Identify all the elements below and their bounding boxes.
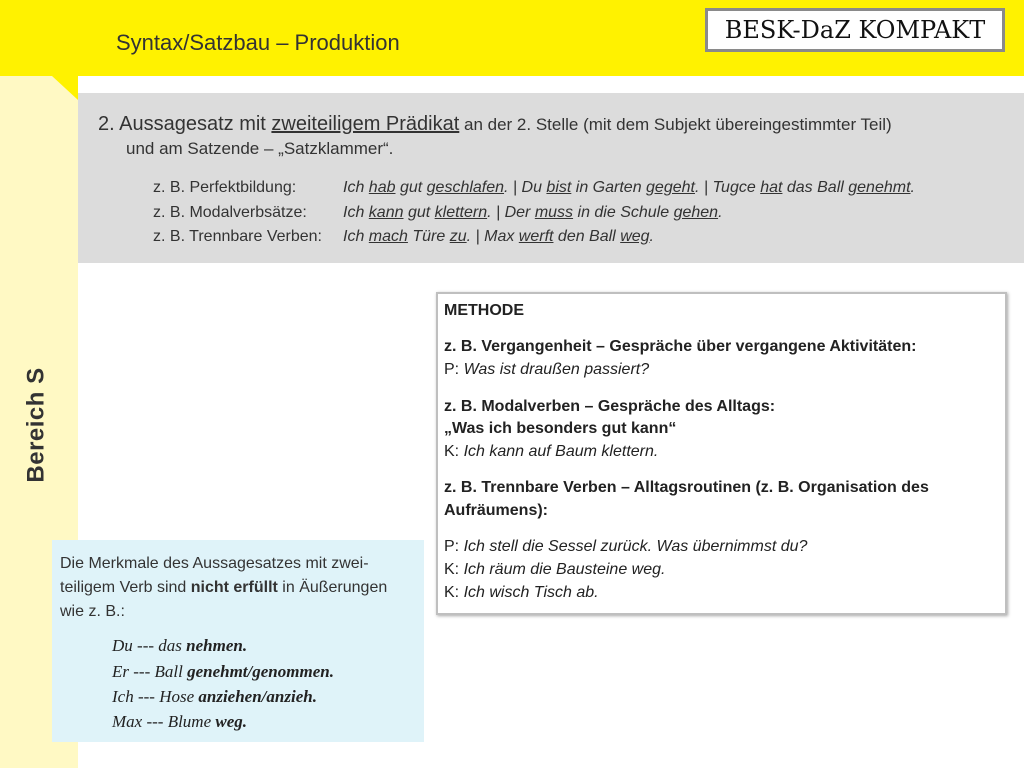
method-dialog-line: P: Was ist draußen passiert? (444, 361, 650, 378)
note-line: Die Merkmale des Aussagesatzes mit zwei- (60, 555, 369, 572)
example-row (153, 204, 723, 222)
page-title: Syntax/Satzbau – Produktion (116, 30, 400, 55)
example-text: Ich kann gut klettern. | Der muss in die Schule gehen. (343, 204, 723, 221)
example-row (153, 179, 915, 197)
method-panel (436, 292, 1007, 615)
note-example: Du --- das nehmen. (112, 636, 248, 655)
example-text: Ich mach Türe zu. | Max werft den Ball weg. (343, 228, 654, 245)
method-dialog-line: K: Ich wisch Tisch ab. (444, 584, 599, 601)
note-panel (52, 540, 424, 742)
example-row (153, 228, 654, 246)
note-example: Max --- Blume weg. (112, 712, 248, 731)
method-dialog-line: P: Ich stell die Sessel zurück. Was übernimmst du? (444, 538, 808, 555)
section-label-text: Bereich S (23, 367, 50, 483)
example-label: z. B. Trennbare Verben: (153, 228, 322, 245)
rule-panel (78, 93, 1024, 263)
rule-subheading: und am Satzende – „Satzklammer“. (126, 139, 394, 158)
example-label: z. B. Perfektbildung: (153, 179, 297, 196)
method-dialog-line: K: Ich kann auf Baum klettern. (444, 443, 659, 460)
note-line: teiligem Verb sind nicht erfüllt in Äußerungen (60, 579, 388, 596)
rule-heading-rest: an der 2. Stelle (mit dem Subjekt übereingestimmter Teil) (459, 115, 892, 134)
method-section-heading: z. B. Trennbare Verben – Alltagsroutinen (z. B. Organisation des (444, 479, 929, 496)
note-example: Ich --- Hose anziehen/anzieh. (112, 687, 317, 706)
method-section-heading: Aufräumens): (444, 502, 549, 519)
note-example: Er --- Ball genehmt/genommen. (112, 662, 334, 681)
method-section-heading: z. B. Vergangenheit – Gespräche über vergangene Aktivitäten: (444, 338, 917, 355)
method-title: METHODE (444, 302, 524, 319)
note-text (60, 552, 420, 624)
brand-logo-box (705, 8, 1005, 52)
section-label (22, 350, 52, 500)
method-section-heading: z. B. Modalverben – Gespräche des Alltags: (444, 398, 776, 415)
method-dialog-line: K: Ich räum die Bausteine weg. (444, 561, 666, 578)
rule-heading (98, 111, 998, 138)
rule-heading-start: 2. Aussagesatz mit (98, 113, 272, 135)
example-text: Ich hab gut geschlafen. | Du bist in Garten gegeht. | Tugce hat das Ball genehmt. (343, 179, 915, 196)
brand-label: BESK-DaZ KOMPAKT (724, 16, 986, 44)
rule-heading-underlined: zweiteiligem Prädikat (271, 113, 460, 135)
note-line: wie z. B.: (60, 603, 125, 620)
example-label: z. B. Modalverbsätze: (153, 204, 307, 221)
method-section-heading: „Was ich besonders gut kann“ (444, 420, 677, 437)
